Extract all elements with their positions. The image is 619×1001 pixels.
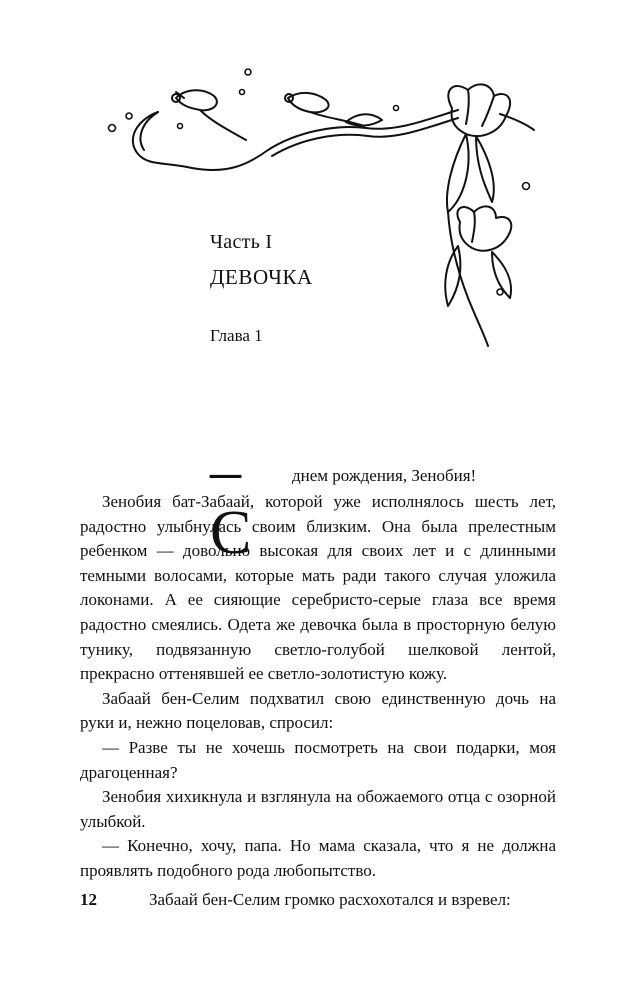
paragraph: Забаай бен-Селим подхватил свою единственную дочь на руки и, нежно поцеловав, спросил: [80, 688, 556, 733]
paragraph-last-line: Забаай бен-Селим громко расхохотался и взревел: [149, 890, 511, 909]
opening-line-text: днем рождения, Зенобия! [292, 466, 477, 485]
drop-cap-letter: С [210, 499, 252, 567]
paragraph: Зенобия бат-Забаай, которой уже исполнялось шесть лет, радостно улыбнулась своим близким. Она была прелестным ребенком — довольно высокая для своих лет и с длинными темными волосами, которые мать ради такого случая уложила локонами. А ее сияющие серебристо-серые глаза все время радостно смеялись. Одета же девочка была в просторную белую тунику, подвязанную светло-голубой шелковой лентой, прекрасно оттенявшей ее светло-золотистую кожу. [80, 492, 556, 684]
chapter-label: Глава 1 [210, 326, 263, 345]
part-title: ДЕВОЧКА [210, 265, 313, 289]
paragraph: Зенобия хихикнула и взглянула на обожаемого отца с озорной улыбкой. [80, 787, 556, 831]
part-label: Часть I [210, 231, 273, 253]
paragraph: — Конечно, хочу, папа. Но мама сказала, что я не должна проявлять подобного рода любопытство. [80, 836, 556, 880]
paragraph: — Разве ты не хочешь посмотреть на свои подарки, моя драгоценная? [80, 737, 556, 782]
body-text [80, 490, 556, 884]
floral-ornament [96, 62, 540, 352]
page-number: 12 [80, 890, 97, 909]
drop-cap-dash: – [210, 437, 241, 505]
